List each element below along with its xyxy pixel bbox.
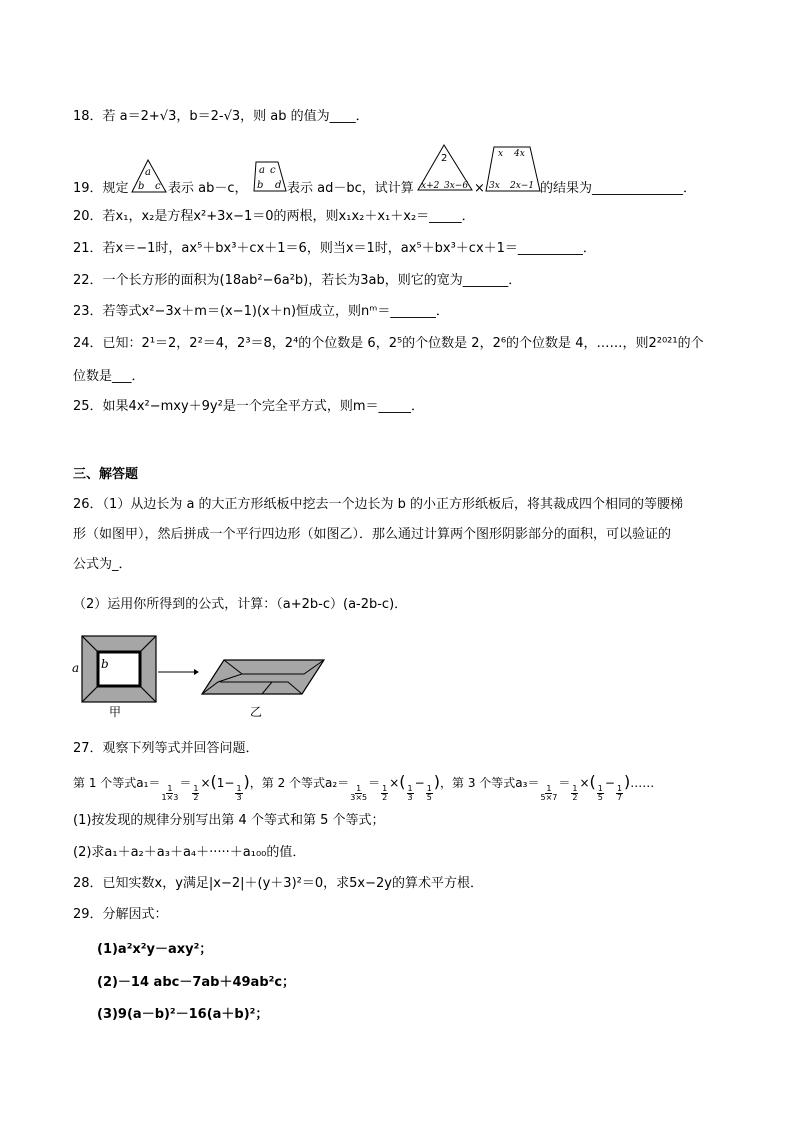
question-27-equations: 第 1 个等式a₁＝ $\frac{1}{1\times 3}$ ＝ $\frac{1}{2}$ ×(1− $\frac{1}{3}$ )，第 2 个等式a₂＝ $\frac{1}{3\times 5}$ ＝ $\frac{1}{2}$ ×( $\frac{1}{3}$ − $\frac{1}{5}$ )，第 3 个等式a₃＝ $\frac{1}{5\times 7}$ ＝ $\frac{1}{2}$ ×( $\frac{1}{5}$ − $\frac{1}{7}$ )…… [73, 772, 655, 802]
question-21: 21．若x＝−1时，ax⁵＋bx³＋cx＋1＝6，则当x＝1时，ax⁵＋bx³＋cx＋1＝__________． [73, 241, 596, 256]
question-27-part1: (1)按发现的规律分别写出第 4 个等式和第 5 个等式； [73, 813, 385, 828]
question-29-part2: (2)－14 abc－7ab＋49ab²c； [97, 975, 296, 990]
question-29-line1: 29．分解因式： [73, 907, 168, 922]
trapezoid-figure-2 [484, 145, 542, 193]
box1-d: d [275, 180, 282, 191]
fraction: $\frac{1}{5}$ [597, 784, 603, 802]
triangle-figure-2 [416, 143, 474, 193]
question-18 [73, 108, 369, 126]
fraction: $\frac{1}{3}$ [236, 784, 242, 802]
box1-b: b [257, 180, 264, 191]
question-27-line1: 27．观察下列等式并回答问题． [73, 741, 259, 756]
fraction: $\frac{1}{3\times 5}$ [350, 784, 368, 802]
figure-jia-yi [72, 634, 342, 719]
tri1-c: c [155, 181, 161, 192]
svg-text:3x−6: 3x−6 [444, 181, 469, 191]
question-19-mid2: 表示 ad－bc，试计算 [287, 181, 414, 196]
fraction: $\frac{1}{2}$ [382, 784, 388, 802]
svg-text:4x: 4x [514, 149, 525, 159]
triangle-figure-abc [130, 158, 170, 196]
question-28: 28．已知实数x，y满足|x−2|＋(y＋3)²＝0，求5x−2y的算术平方根． [73, 876, 483, 891]
fig-label-a: a [72, 661, 80, 675]
svg-text:2: 2 [441, 153, 448, 164]
caption-yi: 乙 [250, 705, 263, 719]
question-26-line4: （2）运用你所得到的公式，计算：（a+2b-c）(a-2b-c)． [73, 597, 408, 612]
question-26-line3: 公式为_． [73, 557, 132, 572]
box1-c: c [270, 165, 276, 176]
question-20: 20．若x₁，x₂是方程x²+3x−1＝0的两根，则x₁x₂＋x₁＋x₂＝_____． [73, 209, 475, 224]
tri1-b: b [138, 181, 145, 192]
fraction: $\frac{1}{7}$ [616, 784, 623, 802]
question-25: 25．如果4x²−mxy＋9y²是一个完全平方式，则m＝_____． [73, 399, 425, 414]
caption-jia: 甲 [109, 705, 122, 719]
tri1-a: a [145, 167, 151, 178]
question-24: 24．已知：2¹＝2，2²＝4，2³＝8，2⁴的个位数是 6，2⁵的个位数是 2，2⁶的个位数是 4，……，则2²⁰²¹的个 [73, 336, 704, 351]
trapezoid-figure-abcd [252, 160, 292, 194]
question-29-part1: (1)a²x²y－axy²； [97, 942, 213, 957]
question-19-prefix: 19．规定 [73, 181, 129, 196]
question-number: 18． [73, 109, 103, 124]
svg-text:x: x [498, 149, 504, 159]
question-19-mid1: 表示 ab－c， [168, 181, 248, 196]
box1-a: a [259, 165, 265, 176]
question-22: 22．一个长方形的面积为(18ab²−6a²b)，若长为3ab，则它的宽为_______． [73, 273, 522, 288]
fraction: $\frac{1}{2}$ [572, 784, 578, 802]
question-19-post: 的结果为______________． [540, 181, 697, 196]
question-26-line1: 26．（1）从边长为 a 的大正方形纸板中挖去一个边长为 b 的小正方形纸板后，将其裁成四个相同的等腰梯 [73, 497, 684, 512]
fig-label-b: b [101, 657, 109, 671]
fraction: $\frac{1}{3}$ [407, 784, 413, 802]
question-27-part2: (2)求a₁＋a₂＋a₃＋a₄＋·····＋a₁₀₀的值． [73, 845, 306, 860]
fraction: $\frac{1}{1\times 3}$ [161, 784, 179, 802]
question-text: 若 a＝2+√3，b＝2-√3，则 ab 的值为____． [102, 109, 369, 124]
section-heading: 三、解答题 [73, 467, 139, 482]
question-26-line2: 形（如图甲），然后拼成一个平行四边形（如图乙）．那么通过计算两个图形阴影部分的面积，可以验证的 [73, 527, 672, 542]
question-29-part3: (3)9(a－b)²－16(a＋b)²； [97, 1007, 269, 1022]
fraction: $\frac{1}{5}$ [426, 784, 432, 802]
svg-text:2x−1: 2x−1 [510, 181, 535, 191]
svg-text:3x: 3x [489, 181, 500, 191]
svg-text:x+2: x+2 [421, 181, 440, 191]
fraction: $\frac{1}{5\times 7}$ [540, 784, 558, 802]
question-24-cont: 位数是___． [73, 369, 145, 384]
fraction: $\frac{1}{2}$ [193, 784, 199, 802]
question-23: 23．若等式x²−3x＋m＝(x−1)(x＋n)恒成立，则nᵐ＝_______． [73, 304, 449, 319]
times-sign: × [474, 181, 485, 196]
